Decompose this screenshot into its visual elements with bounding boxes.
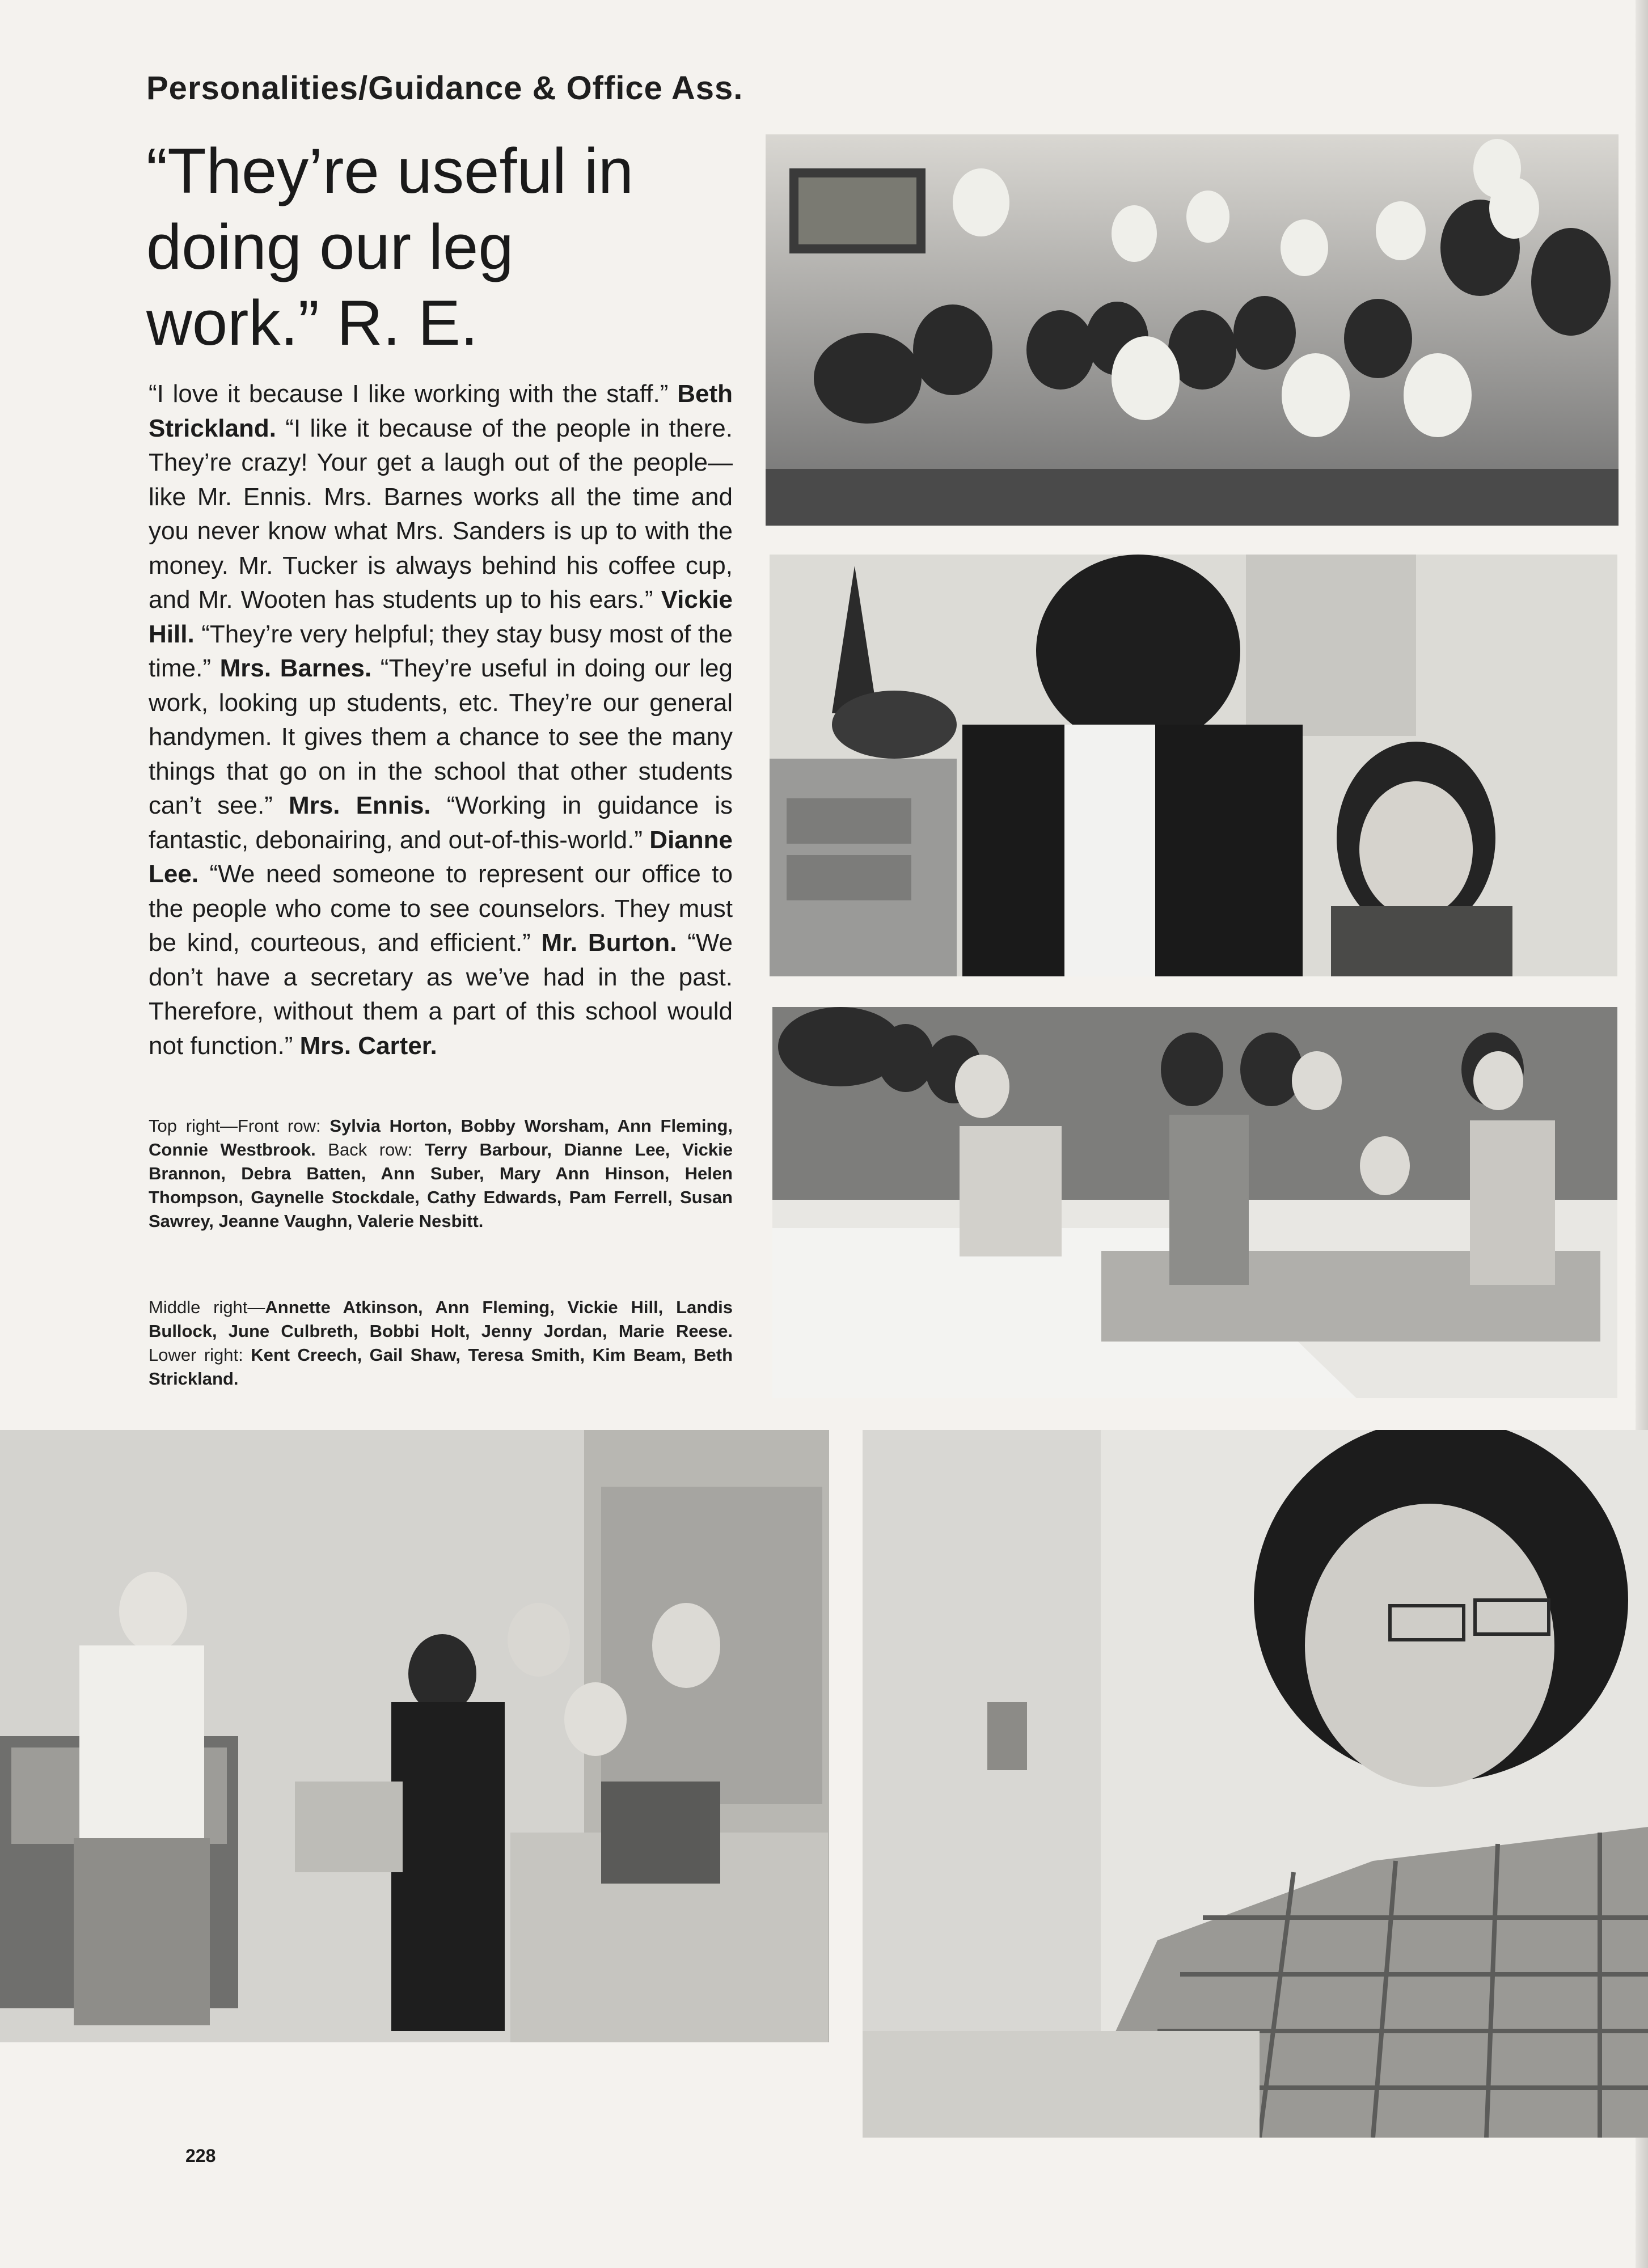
section-label: Personalities/Guidance & Office Ass.	[146, 70, 743, 107]
quote-text: “They’re useful in doing our leg work, looking up students, etc. They’re our general handymen. It gives them a chance to see the many things that go on in the school that other students can’t see.”	[149, 654, 733, 819]
caption-label: Top right—Front row:	[149, 1116, 330, 1136]
quote-speaker: Vickie Hill.	[149, 586, 733, 648]
quote-speaker: Mrs. Barnes.	[219, 654, 372, 682]
quote-text: “I love it because I like working with the staff.”	[149, 380, 678, 408]
headline-line-2: doing our leg	[146, 211, 514, 282]
quote-speaker: Mrs. Ennis.	[289, 792, 431, 819]
headline-line-1: “They’re useful in	[146, 136, 634, 206]
headline-line-3: work.” R. E.	[146, 287, 478, 358]
page-number: 228	[185, 2146, 216, 2166]
switchboard-photo-bottom-left	[0, 1430, 829, 2042]
caption-names: Sylvia Horton, Bobby Worsham, Ann Fleming, Connie Westbrook.	[149, 1116, 733, 1160]
caption-names: Terry Barbour, Dianne Lee, Vickie Brannon, Debra Batten, Ann Suber, Mary Ann Hinson, Helen Thompson, Gaynelle Stockdale, Cathy Edwards, Pam Ferrell, Susan Sawrey, Jeanne Vaughn, Valerie Nesbitt.	[149, 1140, 733, 1231]
portrait-photo-bottom-right	[863, 1430, 1648, 2138]
caption-label: Middle right—	[149, 1297, 265, 1317]
quote-text: “We don’t have a secretary as we’ve had in the past. Therefore, without them a part of this school would not function.”	[149, 929, 733, 1060]
group-photo-top-right	[766, 134, 1619, 526]
caption-top-right	[149, 1114, 733, 1233]
caption-names: Annette Atkinson, Ann Fleming, Vickie Hill, Landis Bullock, June Culbreth, Bobbi Holt, Jenny Jordan, Marie Reese.	[149, 1297, 733, 1341]
office-photo-lower-right	[772, 1007, 1617, 1398]
headline	[146, 133, 747, 361]
quote-speaker: Dianne Lee.	[149, 826, 733, 888]
quote-speaker: Beth Strickland.	[149, 380, 733, 442]
caption-names: Kent Creech, Gail Shaw, Teresa Smith, Kim Beam, Beth Strickland.	[149, 1345, 733, 1389]
quote-body	[149, 377, 733, 1063]
quote-text: “Working in guidance is fantastic, debonairing, and out-of-this-world.”	[149, 792, 733, 854]
caption-label: Back row:	[315, 1140, 425, 1160]
quote-speaker: Mr. Burton.	[541, 929, 677, 957]
quote-text: “They’re very helpful; they stay busy most of the time.”	[149, 620, 733, 682]
office-photo-middle-right	[770, 555, 1617, 976]
caption-middle-lower-right	[149, 1296, 733, 1391]
quote-speaker: Mrs. Carter.	[299, 1031, 437, 1060]
caption-label: Lower right:	[149, 1345, 251, 1365]
quote-text: “We need someone to represent our office to the people who come to see counselors. They must be kind, courteous, and efficient.”	[149, 860, 733, 957]
quote-text: “I like it because of the people in there. They’re crazy! Your get a laugh out of the people—like Mr. Ennis. Mrs. Barnes works all the time and you never know what Mrs. Sanders is up to with the money. Mr. Tucker is always behind his coffee cup, and Mr. Wooten has students up to his ears.”	[149, 414, 733, 613]
